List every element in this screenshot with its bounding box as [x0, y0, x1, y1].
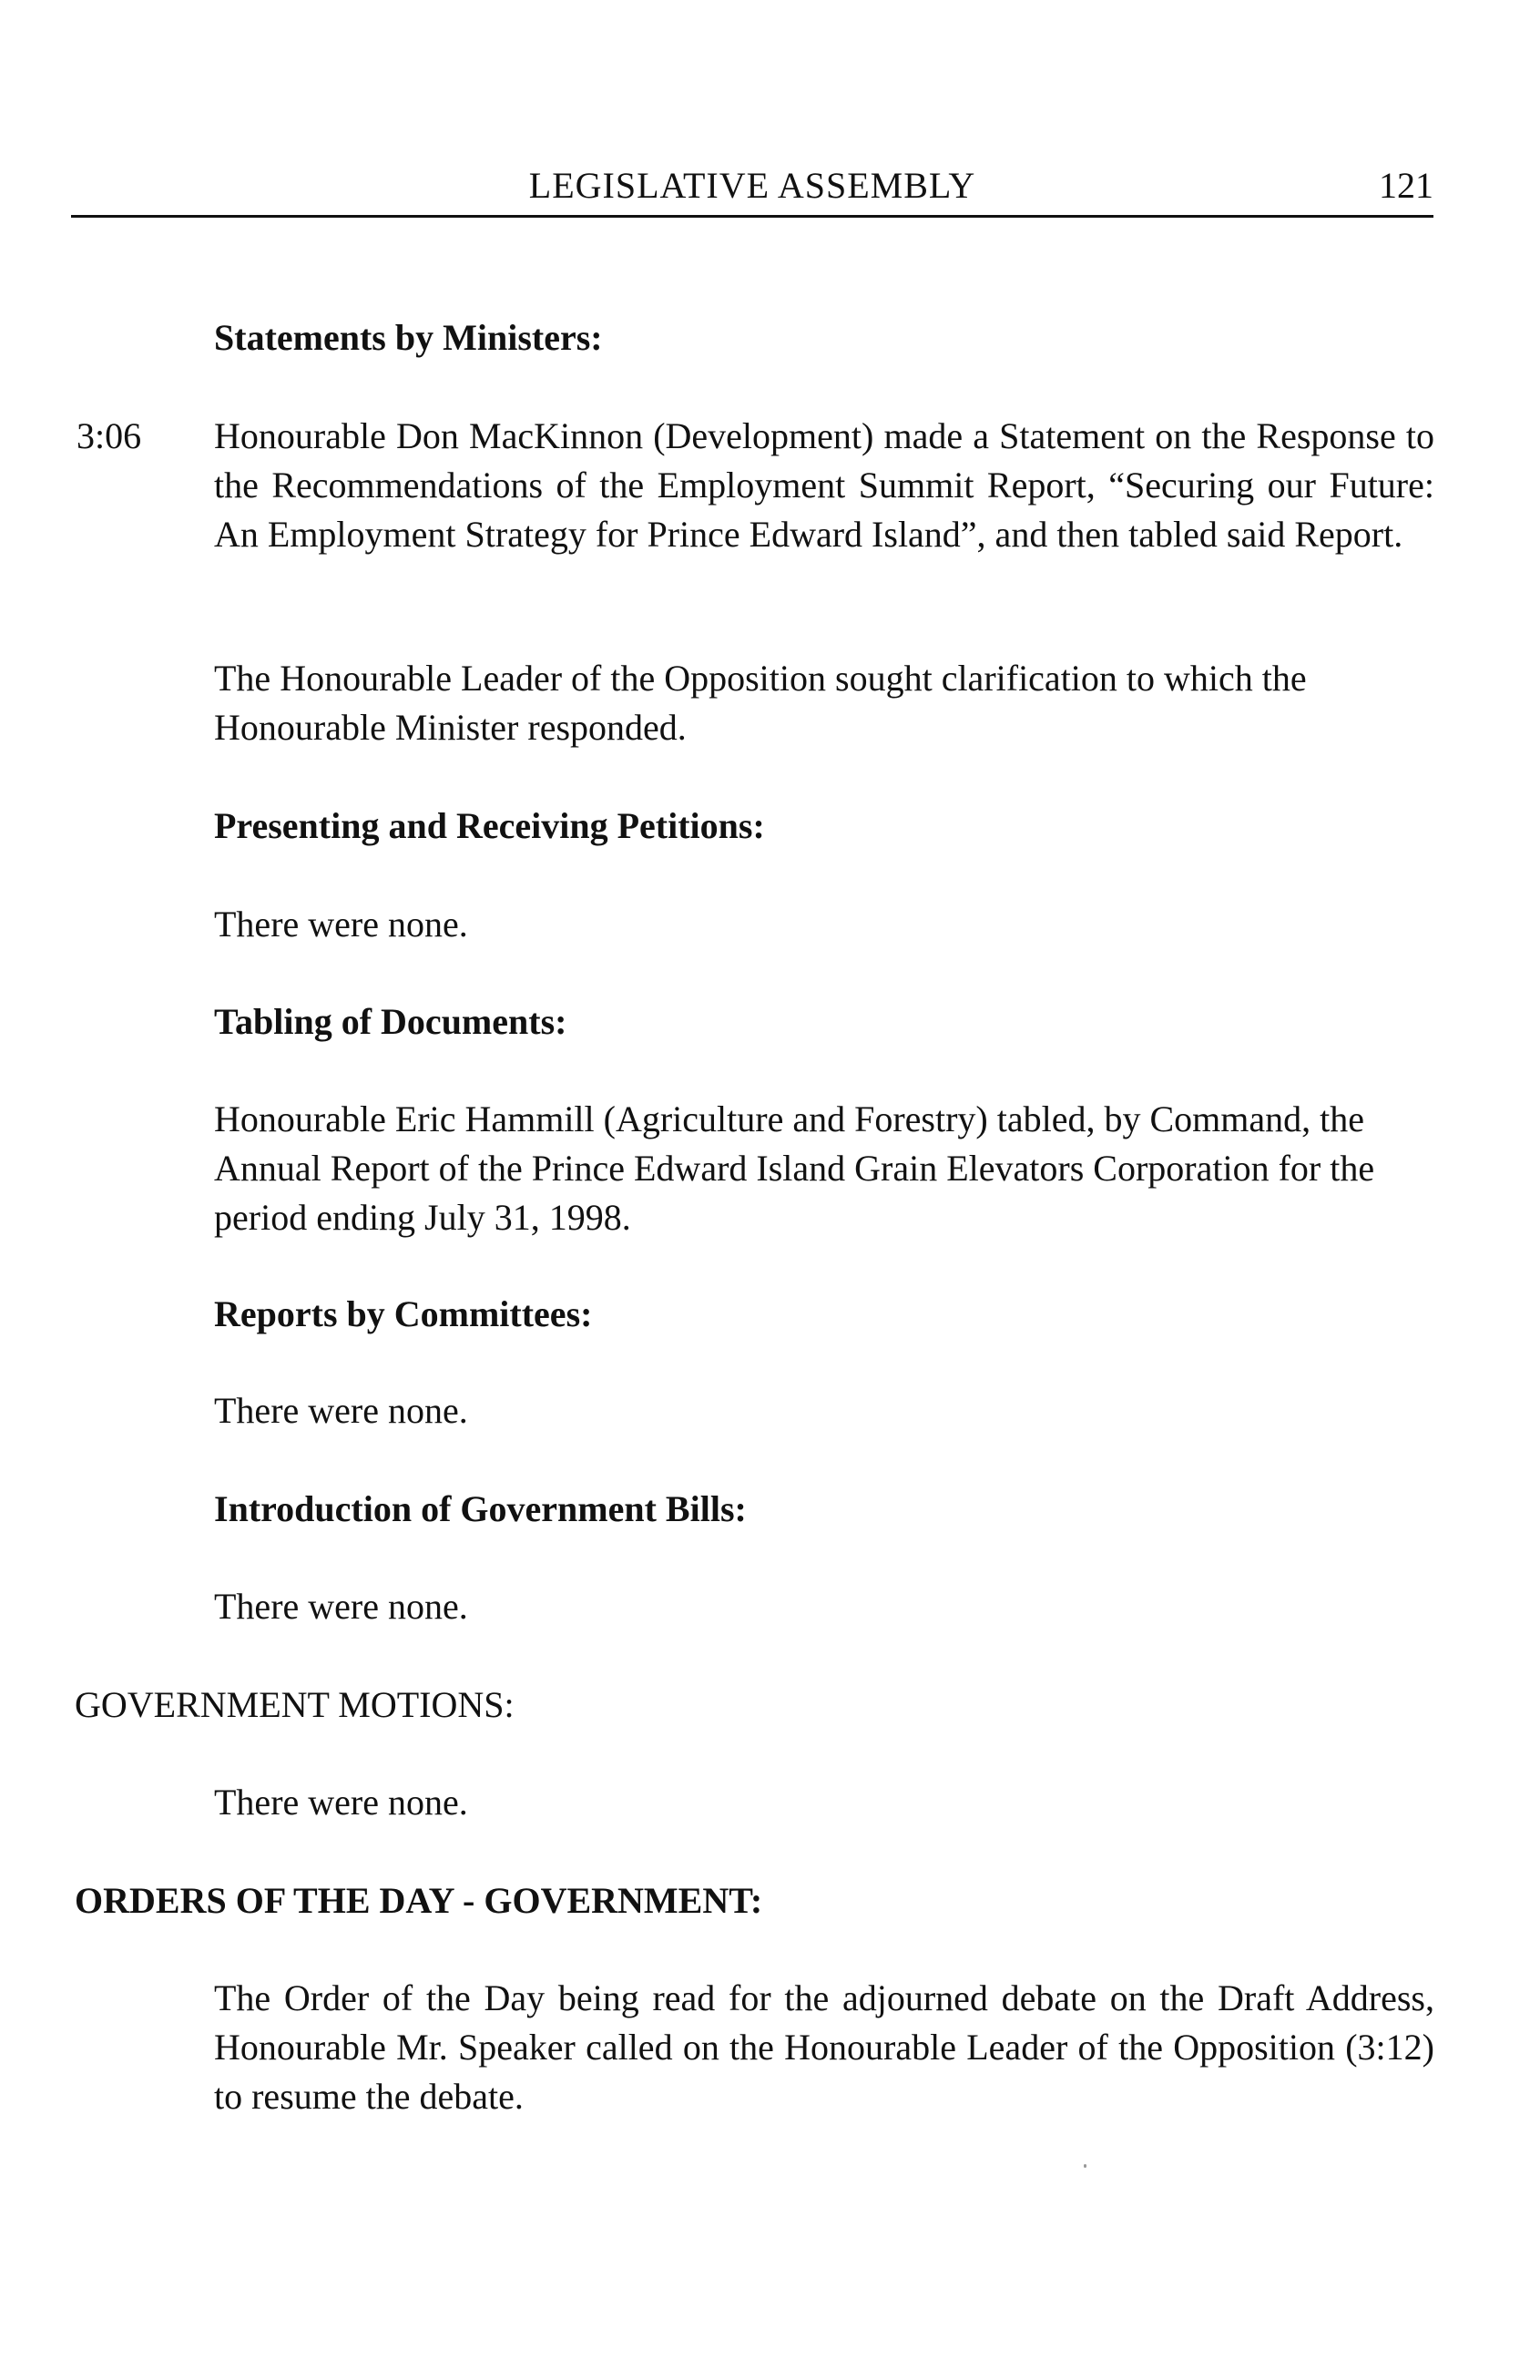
- statements-paragraph-2: The Honourable Leader of the Opposition sought clarification to which the Honourable Minister responded.: [214, 658, 1307, 748]
- petitions-heading: Presenting and Receiving Petitions:: [214, 805, 765, 846]
- scan-speck: [1084, 2164, 1086, 2168]
- tabling-body: Honourable Eric Hammill (Agriculture and Forestry) tabled, by Command, the Annual Report of the Prince Edward Island Grain Elevators Corporation for the period ending July 31, 1998.: [214, 1098, 1375, 1238]
- statements-paragraph-1: Honourable Don MacKinnon (Development) made a Statement on the Response to the Recommendations of the Employment Summit Report, “Securing our Future: An Employment Strategy for Prince Edward Island”, and then tabled said Report.: [214, 415, 1434, 555]
- committees-heading: Reports by Committees:: [214, 1293, 593, 1334]
- government-motions-heading: GOVERNMENT MOTIONS:: [75, 1684, 515, 1725]
- tabling-heading: Tabling of Documents:: [214, 1001, 567, 1042]
- committees-body: There were none.: [214, 1390, 468, 1431]
- government-motions-body: There were none.: [214, 1782, 468, 1823]
- orders-of-day-heading: ORDERS OF THE DAY - GOVERNMENT:: [75, 1880, 763, 1921]
- government-bills-body: There were none.: [214, 1586, 468, 1627]
- petitions-body: There were none.: [214, 904, 468, 945]
- government-bills-heading: Introduction of Government Bills:: [214, 1488, 747, 1529]
- running-header: [71, 160, 1433, 218]
- header-title: LEGISLATIVE ASSEMBLY: [528, 165, 976, 206]
- time-stamp: 3:06: [76, 415, 142, 456]
- orders-of-day-body: The Order of the Day being read for the adjourned debate on the Draft Address, Honourable Mr. Speaker called on the Honourable Leader of the Opposition (3:12) to resume the debate.: [214, 1977, 1434, 2117]
- page-number: 121: [1379, 165, 1433, 206]
- statements-heading: Statements by Ministers:: [214, 317, 603, 358]
